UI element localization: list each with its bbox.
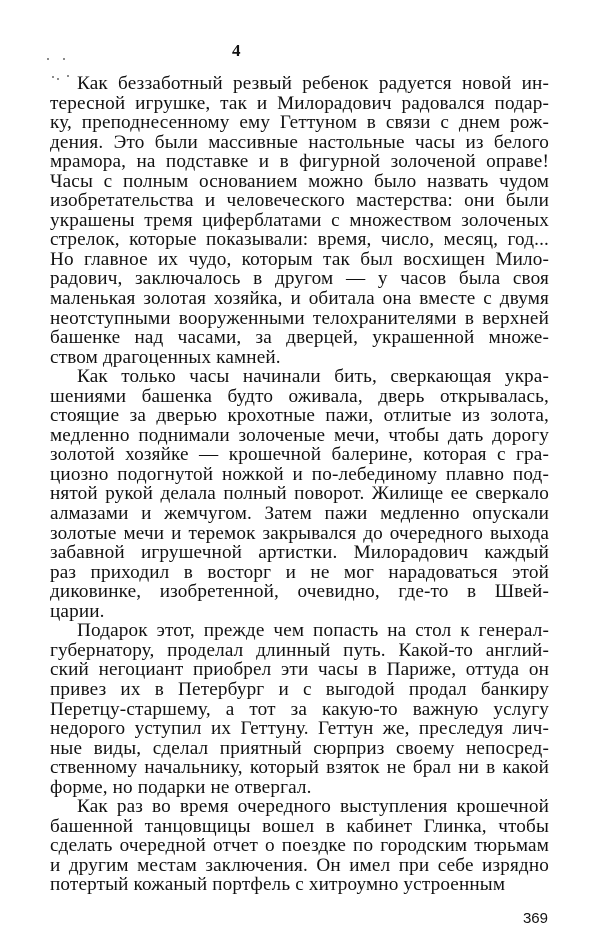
- text-line: украшены тремя циферблатами с множеством золоченых: [50, 209, 549, 231]
- text-line: алмазами и жемчугом. Затем пажи медленно опускали: [50, 503, 549, 525]
- text-line: ственному начальнику, который взяток не брал ни в какой: [50, 757, 549, 779]
- scan-speck: [63, 58, 65, 60]
- text-line: Как раз во время очередного выступления крошечной: [77, 796, 549, 818]
- scan-speck: [47, 58, 49, 60]
- text-line: маленькая золотая хозяйка, и обитала она вместе с двумя: [50, 288, 549, 310]
- text-line: башенной танцовщицы вошел в кабинет Глинка, чтобы: [50, 815, 549, 837]
- text-line: изобретательства и человеческого мастерства: они были: [50, 190, 549, 212]
- text-line: Подарок этот, прежде чем попасть на стол к генерал-: [77, 620, 549, 642]
- text-line: губернатору, проделал длинный путь. Какой-то англий-: [50, 639, 549, 661]
- text-line: Как беззаботный резвый ребенок радуется новой ин-: [77, 73, 549, 94]
- text-line: царии.: [50, 600, 105, 622]
- text-line: Перетцу-старшему, а тот за какую-то важную услугу: [50, 698, 549, 720]
- text-line: ский негоциант приобрел эти часы в Париже, оттуда он: [50, 659, 549, 681]
- text-line: циозно подогнутой ножкой и по-лебединому плавно под-: [50, 463, 549, 485]
- text-line: золотой хозяйке — крошечной балерине, которая с гра-: [50, 444, 549, 466]
- text-line: ку, преподнесенному ему Геттуном в связи с днем рож-: [50, 112, 549, 134]
- text-line: башенке над часами, за дверцей, украшенной множе-: [50, 327, 549, 349]
- text-line: недорого уступил их Геттуну. Геттун же, преследуя лич-: [50, 718, 549, 740]
- text-line: неотступными вооруженными телохранителями в верхней: [50, 307, 549, 329]
- chapter-number: 4: [232, 41, 241, 60]
- paragraph: [50, 797, 549, 895]
- body-text: [50, 74, 549, 895]
- text-line: шениями башенка будто оживала, дверь открывалась,: [50, 385, 549, 407]
- text-line: диковинке, изобретенной, очевидно, где-то в Швей-: [50, 581, 549, 603]
- paragraph: [50, 74, 549, 367]
- text-line: ством драгоценных камней.: [50, 346, 281, 368]
- text-line: Часы с полным основанием можно было назвать чудом: [50, 170, 549, 192]
- text-line: форме, но подарки не отвергал.: [50, 776, 312, 798]
- text-line: сделать очередной отчет о поездке по городским тюрьмам: [50, 835, 549, 857]
- text-line: стоящие за дверью крохотные пажи, отлитые из золота,: [50, 405, 549, 427]
- text-line: дения. Это были массивные настольные часы из белого: [50, 131, 549, 153]
- text-line: тересной игрушке, так и Милорадович радовался подар-: [50, 92, 549, 114]
- page-number: 369: [522, 910, 548, 927]
- text-line: стрелок, которые показывали: время, число, месяц, год...: [50, 229, 549, 251]
- paragraph: [50, 621, 549, 797]
- text-line: раз приходил в восторг и не мог нарадоваться этой: [50, 561, 549, 583]
- text-line: и другим местам заключения. Он имел при себе изрядно: [50, 854, 549, 876]
- text-line: ные виды, сделал приятный сюрприз своему непосред-: [50, 737, 549, 759]
- text-line: мрамора, на подставке и в фигурной золоченой оправе!: [50, 151, 549, 173]
- paragraph: [50, 367, 549, 621]
- text-line: потертый кожаный портфель с хитроумно устроенным: [50, 874, 506, 896]
- text-line: Как только часы начинали бить, сверкающая укра-: [77, 366, 549, 388]
- text-line: радович, заключалось в другом — у часов была своя: [50, 268, 549, 290]
- text-line: привез их в Петербург и с выгодой продал банкиру: [50, 678, 549, 700]
- text-line: золотые мечи и теремок закрывался до очередного выхода: [50, 522, 549, 544]
- text-line: медленно поднимали золоченые мечи, чтобы дать дорогу: [50, 424, 549, 446]
- text-line: забавной игрушечной артистки. Милорадович каждый: [50, 542, 549, 564]
- text-line: нятой рукой делала полный поворот. Жилище ее сверкало: [50, 483, 549, 505]
- text-line: Но главное их чудо, которым так был восхищен Мило-: [50, 248, 549, 270]
